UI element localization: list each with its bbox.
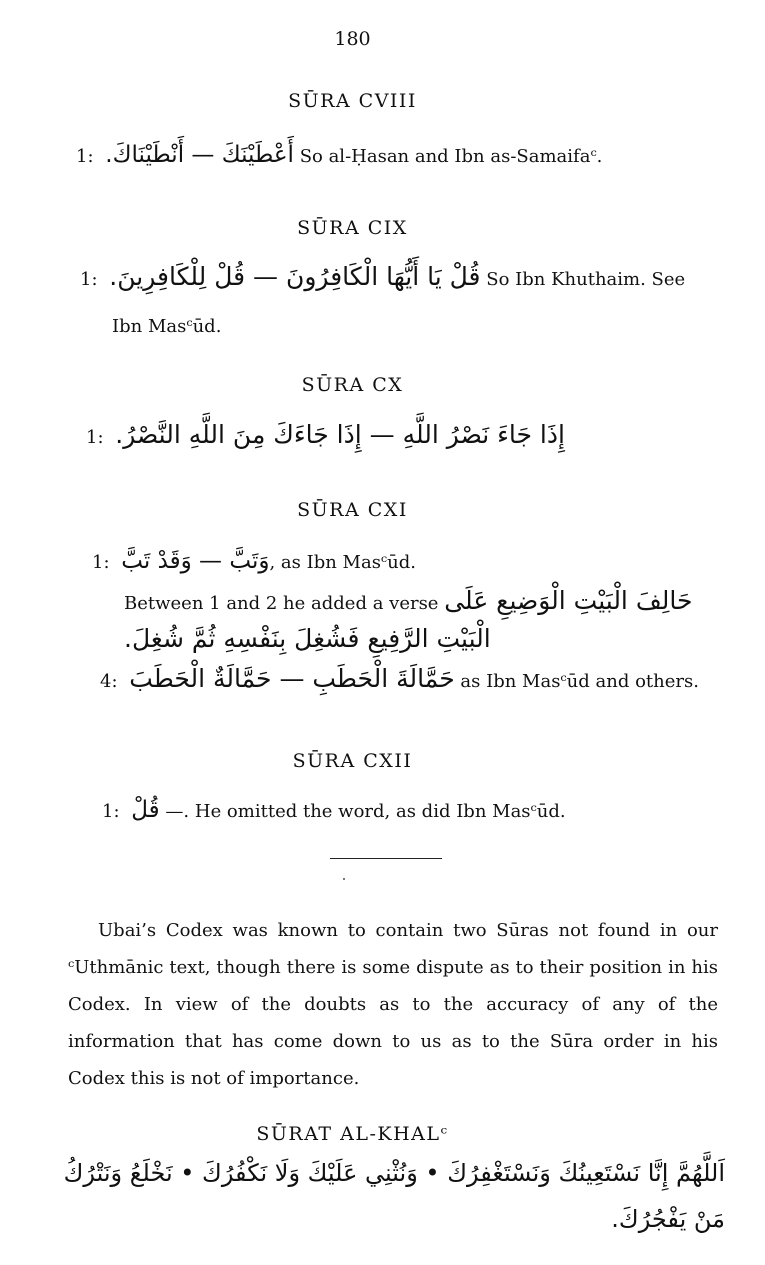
sura-108-heading: SŪRA CVIII (288, 90, 417, 112)
arabic-variant: أَعْطَيْنَكَ — أَنْطَيْنَاكَ. (105, 142, 294, 168)
verse-number: 1: (76, 146, 94, 167)
sura-110-heading: SŪRA CX (301, 374, 404, 396)
sura-109-heading: SŪRA CIX (297, 217, 408, 239)
arabic-variant: وَتَبَّ — وَقَدْ تَبَّ (121, 548, 270, 574)
sura-111-heading: SŪRA CXI (297, 499, 408, 521)
arabic-added-verse: حَالِفَ الْبَيْتِ الْوَضِيعِ عَلَى (444, 586, 693, 615)
arabic-variant: قُلْ يَا أَيُّهَا الْكَافِرُونَ — قُلْ لِلْكَافِرِينَ. (109, 262, 481, 291)
verse-number: 1: (80, 269, 98, 290)
verse-note: as Ibn Masᶜūd and others. (460, 671, 699, 692)
print-speck (343, 878, 345, 880)
verse-note: So Ibn Khuthaim. See (486, 269, 686, 290)
sura-108-verse-1 (76, 142, 602, 170)
verse-number: 1: (92, 552, 110, 573)
sura-112-heading: SŪRA CXII (292, 750, 413, 772)
added-verse-note: Between 1 and 2 he added a verse (124, 593, 439, 614)
sura-109-verse-1 (80, 262, 685, 292)
verse-number: 1: (86, 427, 104, 448)
surat-al-khal-arabic-text: اَللَّهُمَّ إِنَّا نَسْتَعِينُكَ وَنَسْتَغْفِرُكَ • وَنُثْنِي عَلَيْكَ وَلَا نَكْفُرُكَ • نَخْلَعُ وَنَتْرُكُ مَنْ يَفْجُرُكَ. (63, 1159, 725, 1233)
ubai-codex-paragraph: Ubai’s Codex was known to contain two Sūras not found in our ᶜUthmānic text, though there is some dispute as to their position in his Codex. In view of the doubts as to the accuracy of any of the information that has come down to us as to the Sūra order in his Codex this is not of importance. (68, 920, 718, 1089)
sura-111-verse-4 (100, 664, 699, 694)
page-number: 180 (334, 28, 371, 50)
sura-111-added-verse-line-1 (124, 586, 692, 616)
sura-111-added-verse-line-2 (124, 624, 491, 654)
verse-number: 4: (100, 671, 118, 692)
verse-note: —. He omitted the word, as did Ibn Masᶜūd. (165, 801, 566, 822)
sura-112-verse-1 (102, 797, 566, 825)
arabic-variant: قُلْ (131, 797, 160, 823)
surat-al-khal-heading: SŪRAT AL-KHALᶜ (256, 1123, 449, 1145)
verse-number: 1: (102, 801, 120, 822)
arabic-variant: إِذَا جَاءَ نَصْرُ اللَّهِ — إِذَا جَاءَكَ مِنَ اللَّهِ النَّصْرُ. (115, 420, 565, 449)
sura-109-verse-1-continued: Ibn Masᶜūd. (112, 316, 222, 337)
arabic-variant: حَمَّالَةَ الْحَطَبِ — حَمَّالَةٌ الْحَطَبَ (129, 664, 455, 693)
section-divider (330, 858, 442, 859)
sura-110-verse-1 (86, 420, 565, 450)
sura-111-verse-1 (92, 548, 416, 576)
verse-note: So al-Ḥasan and Ibn as-Samaifaᶜ. (299, 146, 603, 167)
verse-note: , as Ibn Masᶜūd. (269, 552, 417, 573)
arabic-added-verse-continued: الْبَيْتِ الرَّفِيعِ فَشُغِلَ بِنَفْسِهِ ثُمَّ شُغِلَ. (124, 624, 491, 653)
